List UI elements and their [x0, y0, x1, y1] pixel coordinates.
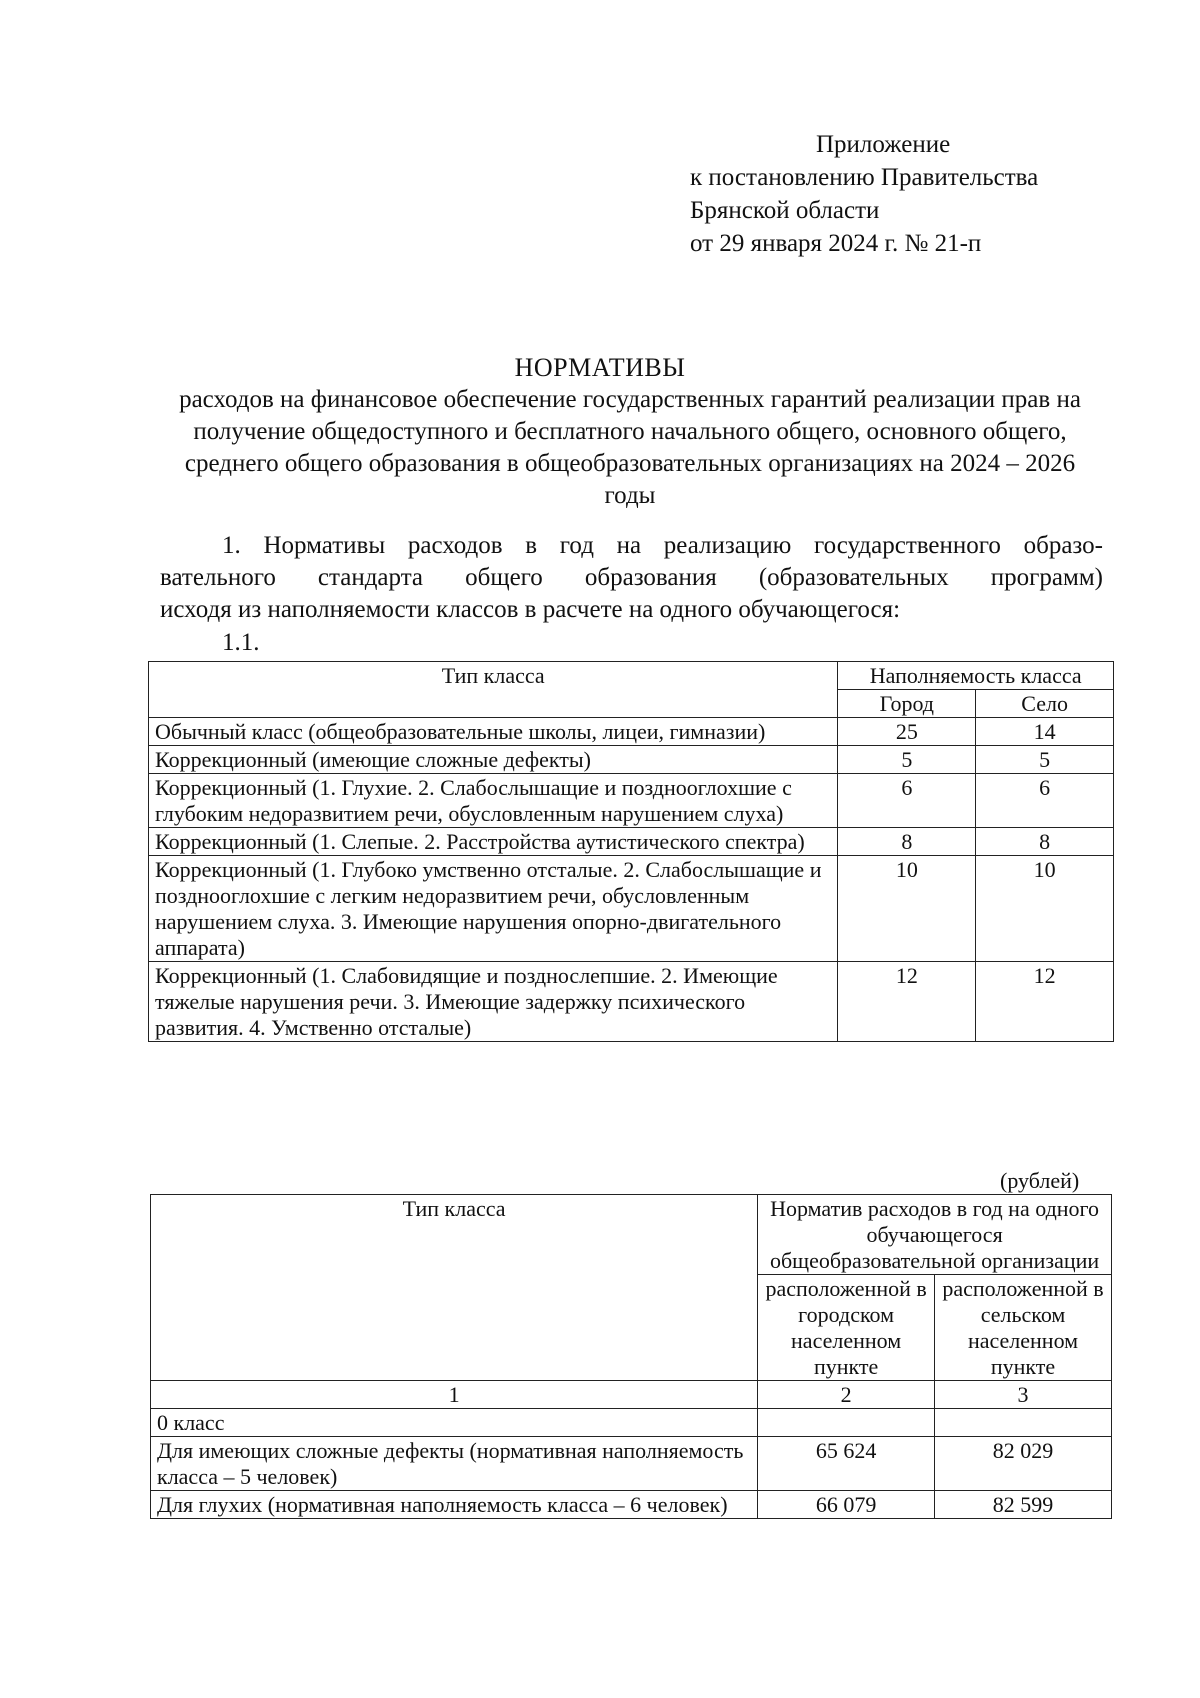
class-fill-table: [148, 661, 1114, 1042]
document-title: НОРМАТИВЫ: [514, 353, 686, 382]
cell-class-type: Для имеющих сложные дефекты (нормативная наполняемость класса – 5 человек): [151, 1437, 758, 1491]
header-city: Город: [838, 690, 976, 718]
table-row: [149, 962, 1114, 1042]
table-row: [149, 774, 1114, 828]
cell-rural: [935, 1409, 1112, 1437]
table-row: [151, 1409, 1112, 1437]
paragraph-line: вательного стандарта общего образования (образовательных программ): [160, 564, 1103, 591]
header-class-type: Тип класса: [149, 662, 838, 718]
appendix-title: Приложение: [816, 131, 951, 158]
header-class-fill: Наполняемость класса: [838, 662, 1114, 690]
header-urban: расположенной в городском населенном пункте: [758, 1275, 935, 1381]
cell-village: 10: [976, 856, 1114, 962]
column-number-row: [151, 1381, 1112, 1409]
header-village: Село: [976, 690, 1114, 718]
cell-class-type: Коррекционный (1. Глубоко умственно отсталые. 2. Слабослышащие и позднооглохшие с легким недоразвитием речи, обусловленным нарушением слуха. 3. Имеющие нарушения опорно-двигательного аппарата): [149, 856, 838, 962]
cell-city: 6: [838, 774, 976, 828]
header-rural: расположенной в сельском населенном пункте: [935, 1275, 1112, 1381]
appendix-line: Брянской области: [690, 197, 880, 224]
cell-rural: 82 599: [935, 1491, 1112, 1519]
header-cost-norm: Норматив расходов в год на одного обучающегося общеобразовательной организации: [758, 1195, 1112, 1275]
subsection-number: 1.1.: [222, 629, 260, 656]
table-row: [149, 856, 1114, 962]
cell-class-type: Обычный класс (общеобразовательные школы, лицеи, гимназии): [149, 718, 838, 746]
cell-village: 6: [976, 774, 1114, 828]
cell-village: 5: [976, 746, 1114, 774]
cell-class-type: Коррекционный (1. Слепые. 2. Расстройства аутистического спектра): [149, 828, 838, 856]
column-number: 1: [151, 1381, 758, 1409]
column-number: 3: [935, 1381, 1112, 1409]
column-number: 2: [758, 1381, 935, 1409]
table-header-row: [149, 662, 1114, 690]
cell-city: 25: [838, 718, 976, 746]
cell-urban: [758, 1409, 935, 1437]
cell-class-type: 0 класс: [151, 1409, 758, 1437]
cell-class-type: Коррекционный (1. Слабовидящие и позднослепшие. 2. Имеющие тяжелые нарушения речи. 3. Имеющие задержку психического развития. 4. Умственно отсталые): [149, 962, 838, 1042]
cell-class-type: Для глухих (нормативная наполняемость класса – 6 человек): [151, 1491, 758, 1519]
cell-urban: 66 079: [758, 1491, 935, 1519]
cell-city: 8: [838, 828, 976, 856]
appendix-line: к постановлению Правительства: [690, 164, 1039, 191]
cell-village: 14: [976, 718, 1114, 746]
table-row: [151, 1491, 1112, 1519]
appendix-block: [690, 128, 1038, 260]
table-row: [149, 828, 1114, 856]
table-header-row: [151, 1195, 1112, 1275]
cell-urban: 65 624: [758, 1437, 935, 1491]
cell-rural: 82 029: [935, 1437, 1112, 1491]
table-row: [149, 718, 1114, 746]
appendix-date-number: от 29 января 2024 г. № 21-п: [690, 230, 982, 257]
paragraph-line: исходя из наполняемости классов в расчете на одного обучающегося:: [160, 596, 901, 623]
table-row: [149, 746, 1114, 774]
table-row: [151, 1437, 1112, 1491]
cell-city: 10: [838, 856, 976, 962]
paragraph-1: [160, 530, 1103, 626]
paragraph-line: 1. Нормативы расходов в год на реализацию государственного образо-: [222, 532, 1103, 559]
cell-class-type: Коррекционный (1. Глухие. 2. Слабослышащие и позднооглохшие с глубоким недоразвитием речи, обусловленным нарушением слуха): [149, 774, 838, 828]
cell-village: 8: [976, 828, 1114, 856]
header-class-type: Тип класса: [151, 1195, 758, 1381]
cell-class-type: Коррекционный (имеющие сложные дефекты): [149, 746, 838, 774]
cost-norm-table: [150, 1194, 1112, 1519]
cell-city: 5: [838, 746, 976, 774]
document-subtitle: расходов на финансовое обеспечение государственных гарантий реализации прав на получение общедоступного и бесплатного начального общего, основного общего, среднего общего образования в общеобразовательных организациях на 2024 – 2026 годы: [179, 386, 1081, 509]
cell-city: 12: [838, 962, 976, 1042]
cell-village: 12: [976, 962, 1114, 1042]
unit-label: (рублей): [1000, 1168, 1080, 1193]
